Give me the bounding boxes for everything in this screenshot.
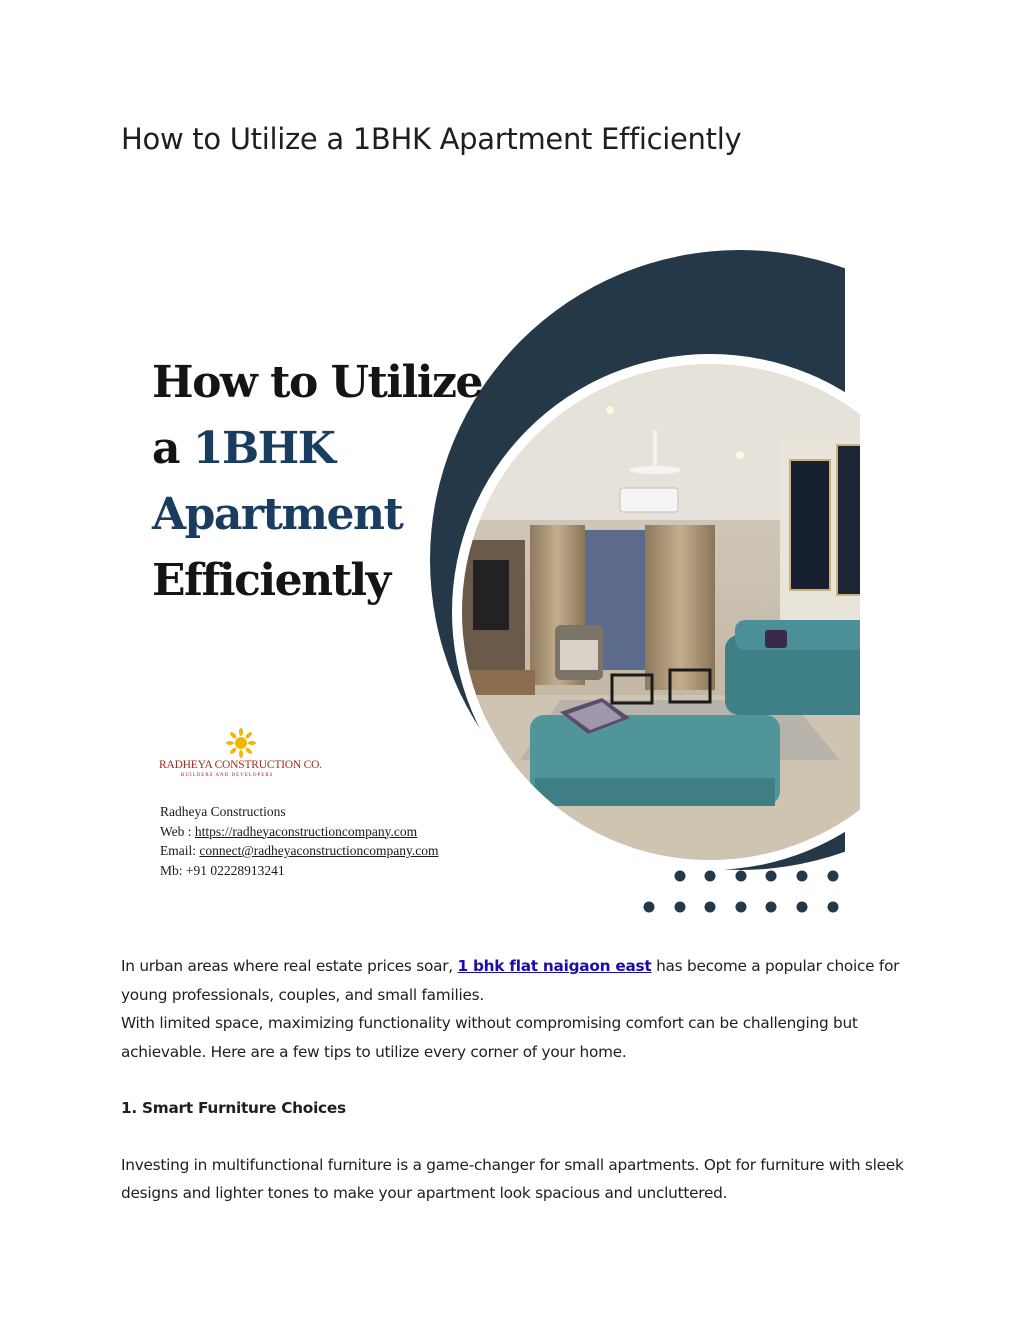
section-heading-smart-furniture: 1. Smart Furniture Choices [121, 1099, 346, 1117]
company-logo [159, 728, 329, 788]
contact-block [160, 802, 438, 880]
banner-heading-line2-prefix: a [152, 423, 193, 474]
intro-paragraph-2: With limited space, maximizing functionality without compromising comfort can be challenging but achievable. Here are a few tips to utilize every corner of your home. [121, 1014, 858, 1061]
contact-email-link[interactable]: connect@radheyaconstructioncompany.com [199, 843, 439, 858]
banner-heading [152, 350, 482, 614]
contact-email-label: Email: [160, 843, 200, 858]
logo-company-name: RADHEYA CONSTRUCTION CO. [159, 759, 322, 771]
logo-tagline: BUILDERS AND DEVELOPERS [181, 773, 274, 778]
intro-after-link: has become a popular choice for young professionals, couples, and small families. [121, 957, 900, 1004]
banner-heading-line4: Efficiently [152, 555, 390, 606]
contact-web-link[interactable]: https://radheyaconstructioncompany.com [194, 823, 418, 839]
intro-before-link: In urban areas where real estate prices soar, [121, 957, 458, 975]
contact-mobile: Mb: +91 02228913241 [160, 862, 285, 878]
contact-web-label: Web : [160, 823, 195, 839]
sun-flower-icon [226, 728, 256, 758]
banner-heading-accent-apartment: Apartment [152, 489, 403, 540]
contact-web-row [160, 822, 438, 842]
banner-heading-accent-1bhk: 1BHK [192, 423, 335, 474]
naigaon-flat-link[interactable]: 1 bhk flat naigaon east [457, 957, 652, 975]
banner-heading-line1: How to Utilize [152, 357, 482, 408]
section-paragraph-smart-furniture: Investing in multifunctional furniture is a game-changer for small apartments. Opt for furniture with sleek designs and lighter tones to make your apartment look spacious and uncluttered. [121, 1155, 904, 1202]
page-title: How to Utilize a 1BHK Apartment Efficiently [121, 122, 742, 156]
decorative-dots [640, 867, 850, 917]
contact-company: Radheya Constructions [160, 804, 286, 819]
article-body [121, 952, 911, 1208]
intro-paragraph [121, 952, 911, 1009]
contact-email-row [160, 841, 438, 861]
